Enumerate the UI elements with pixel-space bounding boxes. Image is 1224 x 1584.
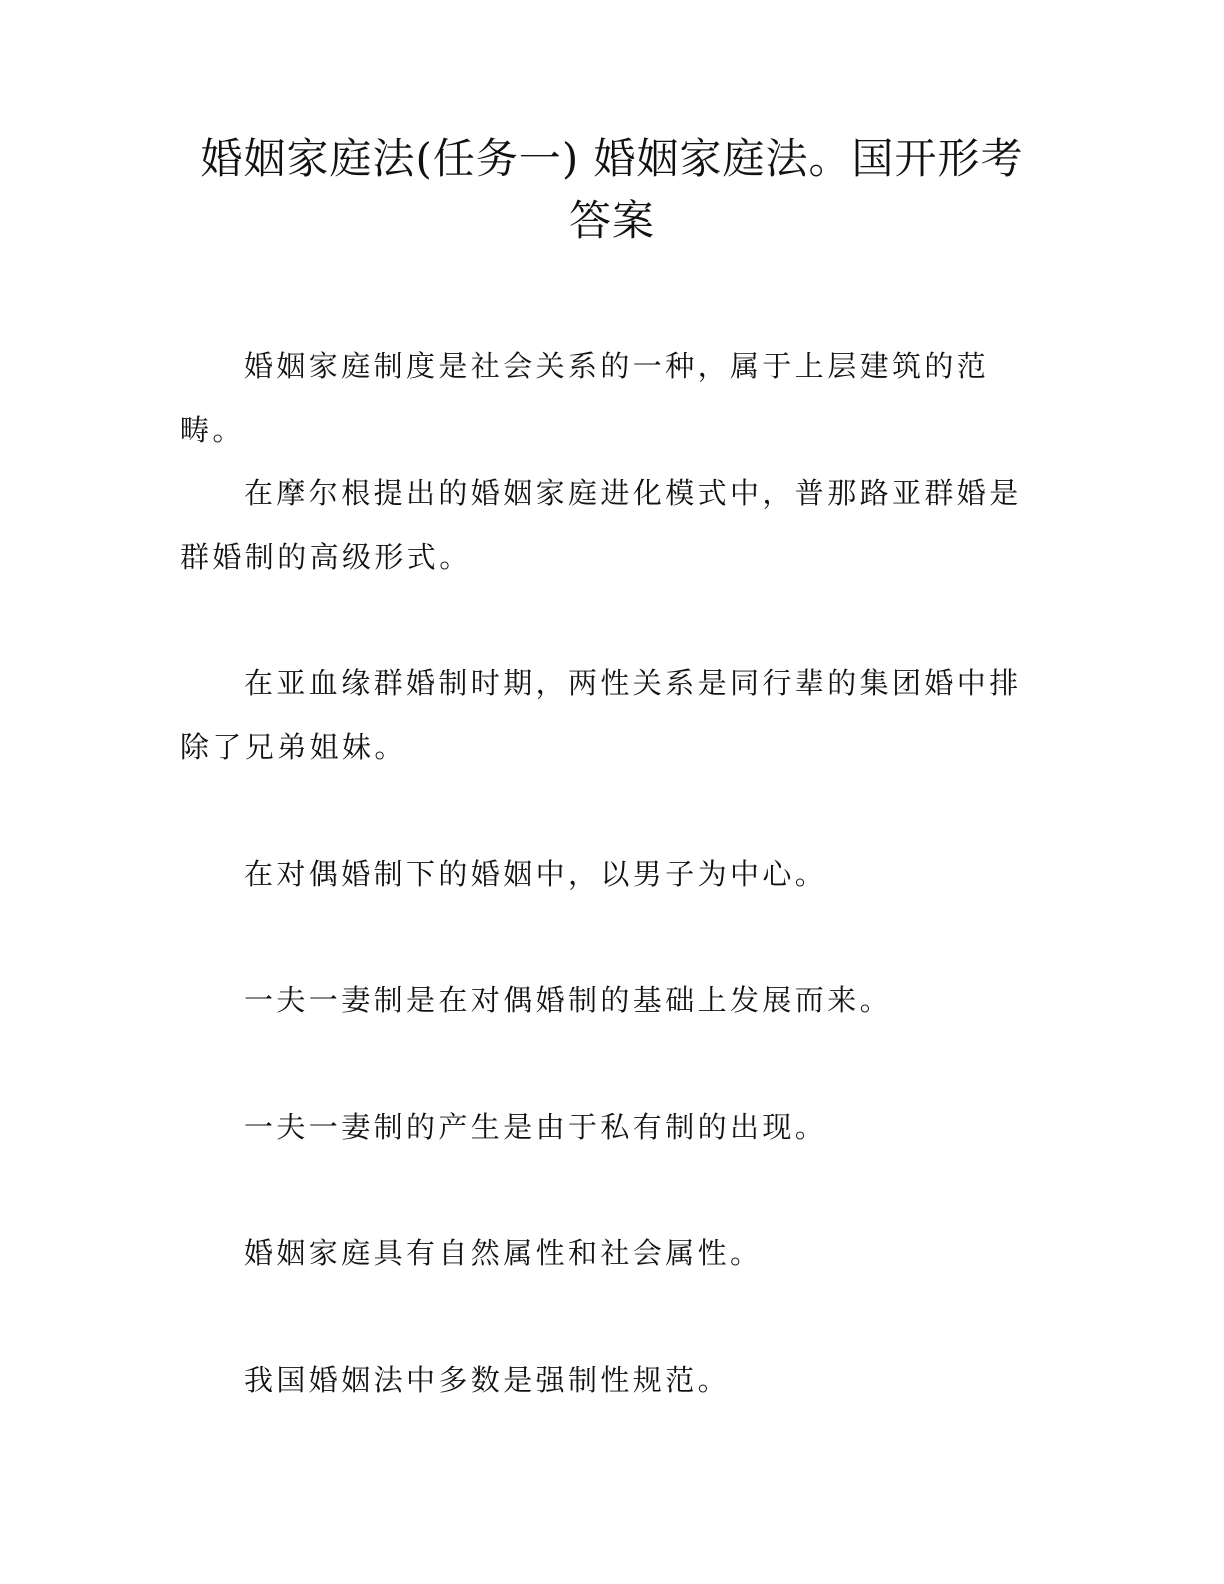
paragraph-6: 一夫一妻制的产生是由于私有制的出现。	[244, 1110, 828, 1144]
paragraph-8: 我国婚姻法中多数是强制性规范。	[244, 1363, 731, 1397]
paragraph-1: 婚姻家庭制度是社会关系的一种，属于上层建筑的范畴。	[180, 349, 990, 447]
paragraph-5: 一夫一妻制是在对偶婚制的基础上发展而来。	[244, 983, 893, 1017]
paragraph-4: 在对偶婚制下的婚姻中，以男子为中心。	[244, 857, 828, 891]
page-title: 婚姻家庭法(任务一) 婚姻家庭法。国开形考答案	[200, 134, 1024, 245]
paragraph-3: 在亚血缘群婚制时期，两性关系是同行辈的集团婚中排除了兄弟姐妹。	[180, 666, 1022, 764]
paragraph-7: 婚姻家庭具有自然属性和社会属性。	[244, 1236, 763, 1270]
paragraph-2: 在摩尔根提出的婚姻家庭进化模式中，普那路亚群婚是群婚制的高级形式。	[180, 476, 1022, 574]
